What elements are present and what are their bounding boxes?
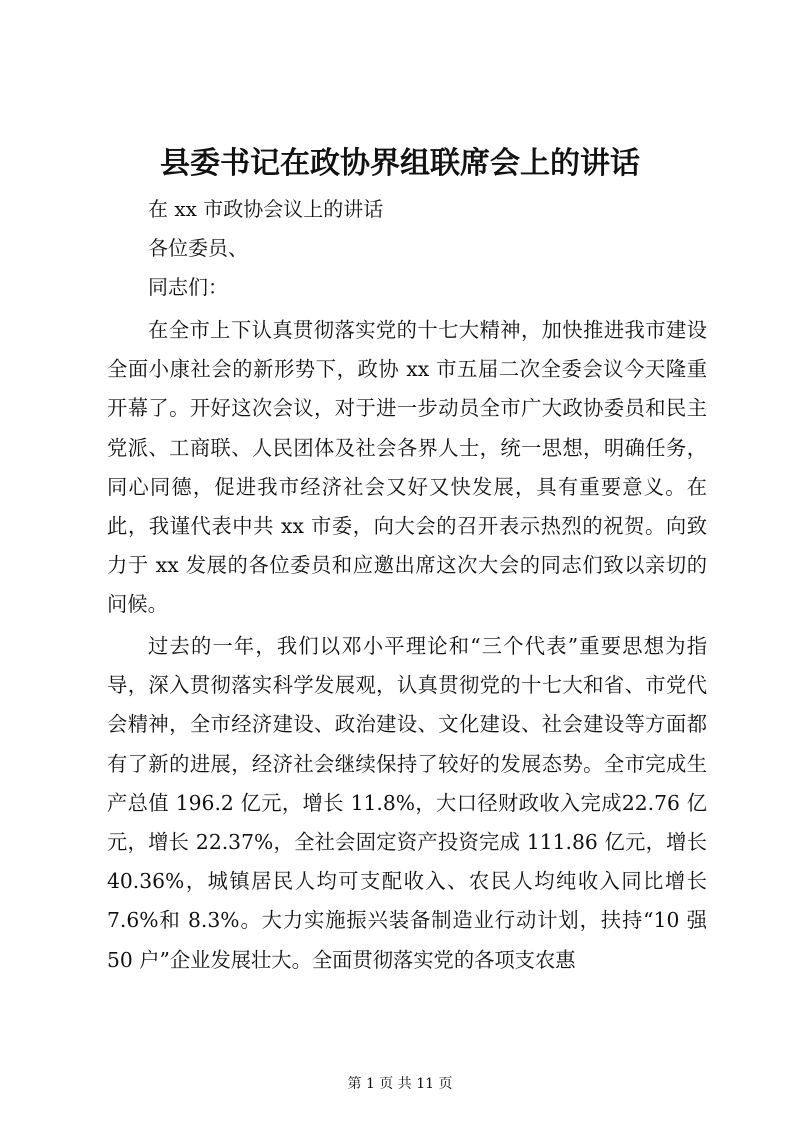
document-title: 县委书记在政协界组联席会上的讲话: [160, 146, 640, 181]
page-number-footer: 第 1 页 共 11 页: [347, 1076, 453, 1092]
salutation-line: 同志们：: [148, 275, 228, 299]
body-paragraph: 在全市上下认真贯彻落实党的十七大精神，加快推进我市建设全面小康社会的新形势下，政协 xx 市五届二次全委会议今天隆重开幕了。开好这次会议，对于进一步动员全市广大政协委员和民主党派、工商联、人民团体及社会各界人士，统一思想，明确任务，同心同德，促进我市经济社会又好又快发展，具有重要意义。在此，我谨代表中共 xx 市委，向大会的召开表示热烈的祝贺。向致力于 xx 发展的各位委员和应邀出席这次大会的同志们致以亲切的问候。: [107, 318, 707, 617]
subtitle-line: 在 xx 市政协会议上的讲话: [148, 197, 384, 221]
salutation-line: 各位委员、: [148, 236, 248, 260]
body-paragraph: 过去的一年，我们以邓小平理论和“三个代表”重要思想为指导，深入贯彻落实科学发展观，认真贯彻党的十七大和省、市党代会精神，全市经济建设、政治建设、文化建设、社会建设等方面都有了新的进展，经济社会继续保持了较好的发展态势。全市完成生产总值 196.2 亿元，增长 11.8%，大口径财政收入完成22.76 亿元，增长 22.37%，全社会固定资产投资完成 111.86 亿元，增长 40.36%，城镇居民人均可支配收入、农民人均纯收入同比增长 7.6%和 8.3%。大力实施振兴装备制造业行动计划，扶持“10 强 50 户”企业发展壮大。全面贯彻落实党的各项支农惠: [107, 634, 707, 972]
